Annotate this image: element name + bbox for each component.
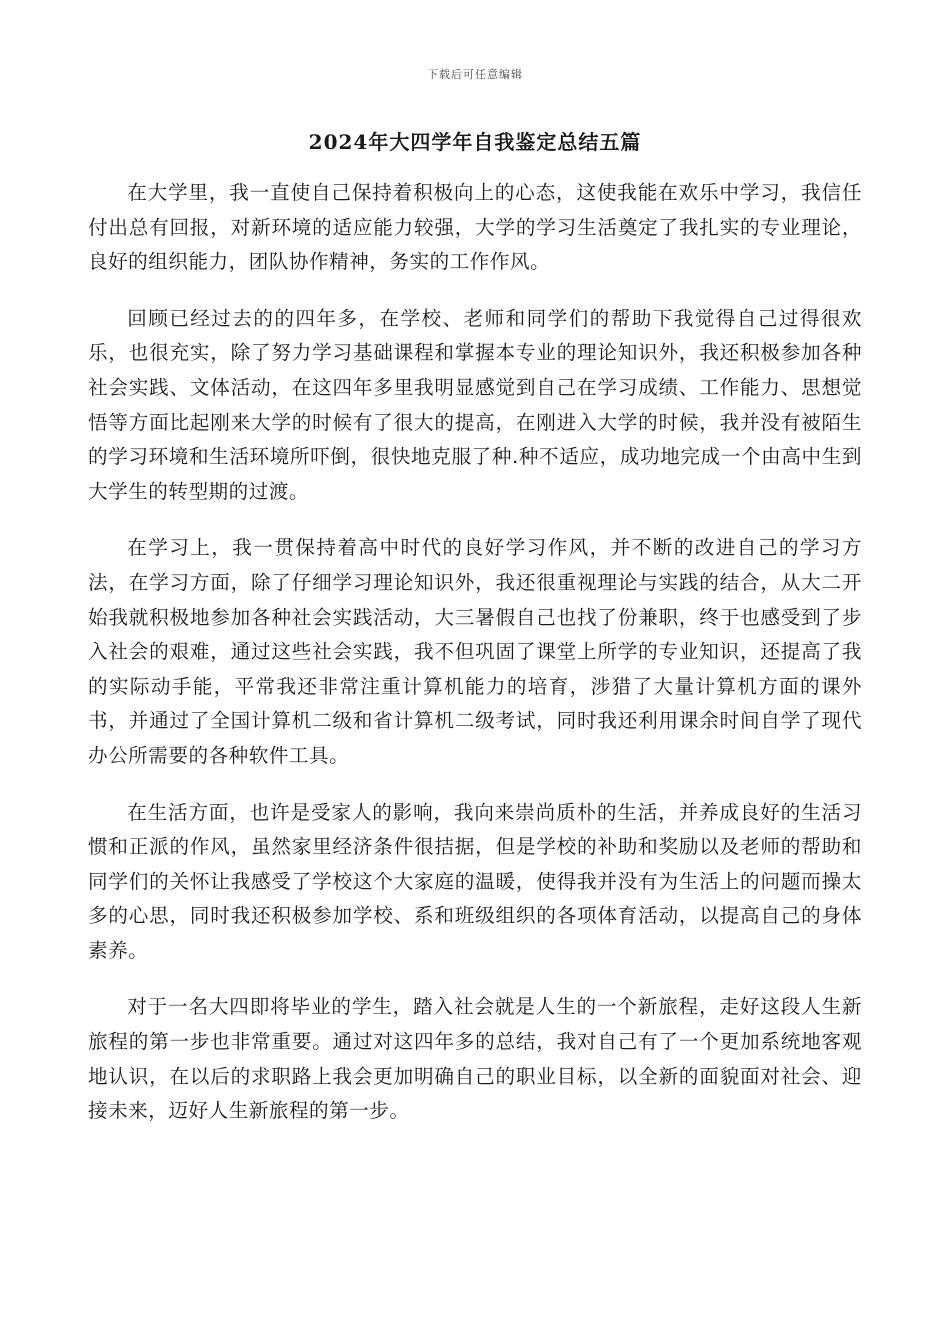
paragraph: 在生活方面，也许是受家人的影响，我向来崇尚质朴的生活，并养成良好的生活习惯和正派的作风，虽然家里经济条件很拮据，但是学校的补助和奖励以及老师的帮助和同学们的关怀让我感受了学校这个大家庭的温暖，使得我并没有为生活上的问题而操太多的心思，同时我还积极参加学校、系和班级组织的各项体育活动，以提高自己的身体素养。 — [88, 800, 862, 962]
document-title: 2024年大四学年自我鉴定总结五篇 — [308, 130, 642, 154]
paragraph: 对于一名大四即将毕业的学生，踏入社会就是人生的一个新旅程，走好这段人生新旅程的第一步也非常重要。通过对这四年多的总结，我对自己有了一个更加系统地客观地认识，在以后的求职路上我会更加明确自己的职业目标，以全新的面貌面对社会、迎接未来，迈好人生新旅程的第一步。 — [88, 995, 862, 1123]
header-note: 下载后可任意编辑 — [427, 68, 523, 81]
paragraph: 回顾已经过去的的四年多，在学校、老师和同学们的帮助下我觉得自己过得很欢乐，也很充实，除了努力学习基础课程和掌握本专业的理论知识外，我还积极参加各种社会实践、文体活动，在这四年多里我明显感觉到自己在学习成绩、工作能力、思想觉悟等方面比起刚来大学的时候有了很大的提高，在刚进入大学的时候，我并没有被陌生的学习环境和生活环境所吓倒，很快地克服了种.种不适应，成功地完成一个由高中生到大学生的转型期的过渡。 — [88, 306, 862, 503]
document-body — [88, 176, 862, 1151]
paragraph: 在大学里，我一直使自己保持着积极向上的心态，这使我能在欢乐中学习，我信任付出总有回报，对新环境的适应能力较强，大学的学习生活奠定了我扎实的专业理论，良好的组织能力，团队协作精神，务实的工作作风。 — [88, 181, 862, 274]
paragraph: 在学习上，我一贯保持着高中时代的良好学习作风，并不断的改进自己的学习方法，在学习方面，除了仔细学习理论知识外，我还很重视理论与实践的结合，从大二开始我就积极地参加各种社会实践活动，大三暑假自己也找了份兼职，终于也感受到了步入社会的艰难，通过这些社会实践，我不但巩固了课堂上所学的专业知识，还提高了我的实际动手能，平常我还非常注重计算机能力的培育，涉猎了大量计算机方面的课外书，并通过了全国计算机二级和省计算机二级考试，同时我还利用课余时间自学了现代办公所需要的各种软件工具。 — [88, 536, 862, 767]
